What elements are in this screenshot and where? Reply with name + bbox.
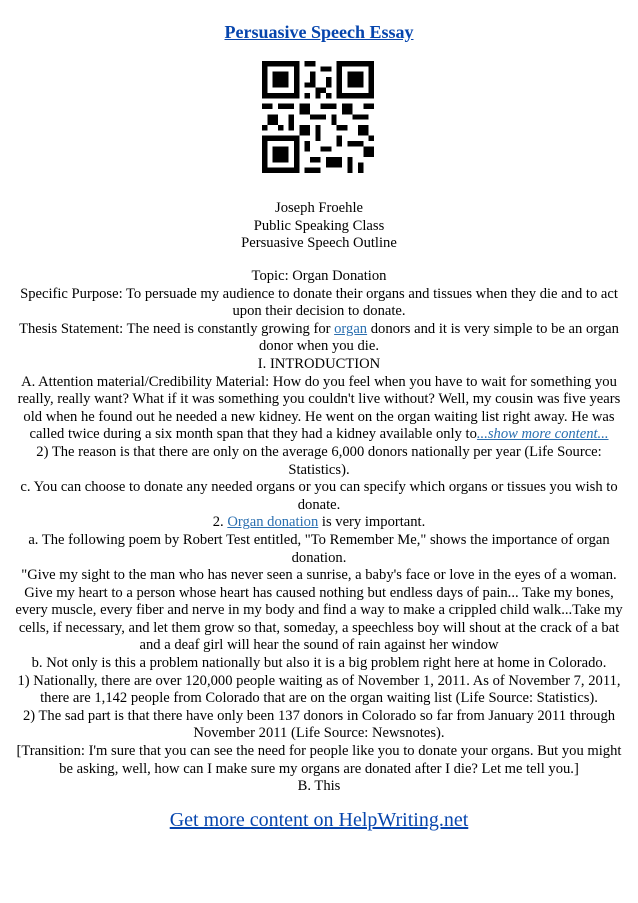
outline-label: Persuasive Speech Outline — [241, 235, 397, 251]
document-title[interactable]: Persuasive Speech Essay — [224, 22, 414, 42]
speech-header — [0, 200, 638, 253]
importance-number: 2. — [212, 514, 228, 531]
colorado-paragraph: b. Not only is this a problem nationally but also it is a big problem right here at home in Colorado. — [31, 655, 607, 672]
show-more-link[interactable]: ...show more content... — [476, 426, 609, 443]
importance-text: is very important. — [318, 514, 426, 531]
get-more-content-link[interactable]: Get more content on HelpWriting.net — [169, 809, 469, 831]
reason-paragraph: 2) The reason is that there are only on the average 6,000 donors nationally per year (Life Source: Statistics). — [36, 443, 602, 478]
introduction-heading: I. INTRODUCTION — [257, 355, 381, 372]
section-b-start: B. This — [297, 778, 341, 795]
class-name: Public Speaking Class — [253, 217, 385, 234]
topic-line: Topic: Organ Donation — [251, 268, 387, 284]
national-stats: 1) Nationally, there are over 120,000 people waiting as of November 1, 2011. As of November 7, 2011, there are 1,142 people from Colorado that are on the organ waiting list (Life Source: Statistics). — [17, 672, 621, 707]
thesis-text-start: Thesis Statement: The need is constantly growing for — [19, 320, 335, 337]
poem-intro: a. The following poem by Robert Test entitled, "To Remember Me," shows the importance of organ donation. — [28, 531, 610, 566]
choose-paragraph: c. You can choose to donate any needed organs or you can specify which organs or tissues you wish to donate. — [20, 479, 618, 513]
organ-donation-link[interactable]: Organ donation — [227, 514, 319, 531]
attention-material — [8, 374, 630, 444]
author-name: Joseph Froehle — [275, 200, 363, 216]
thesis-text-end: donors and it is very simple to be an organ donor when you die. — [259, 320, 619, 355]
specific-purpose: Specific Purpose: To persuade my audience to donate their organs and tissues when they die and to act upon their decision to donate. — [20, 285, 618, 320]
transition-paragraph: [Transition: I'm sure that you can see the need for people like you to donate your organs. But you might be asking, well, how can I make sure my organs are donated after I die? Let me tell you.] — [16, 743, 622, 777]
attention-text: A. Attention material/Credibility Material: How do you feel when you have to wait for something you really, really want? What if it was something you couldn't live without? Well, my cousin was five years old when he found out he needed a new kidney. He went on the organ waiting list right away. He was called twice during a six month span that they had a kidney available only to — [17, 373, 621, 443]
importance-line — [8, 514, 630, 532]
qr-code — [262, 61, 374, 173]
thesis-statement — [8, 321, 630, 356]
organ-link[interactable]: organ — [334, 320, 368, 337]
essay-body — [8, 268, 630, 796]
poem-quote: "Give my sight to the man who has never seen a sunrise, a baby's face or love in the eyes of a woman. Give my heart to a person whose heart has caused nothing but endless days of pain... Take my bones, every muscle, every fiber and nerve in my body and find a way to make a crippled child walk...Take my cells, if necessary, and let them grow so that, someday, a speechless boy will shout at the crack of a bat and a deaf girl will hear the sound of rain against her window — [15, 567, 623, 654]
colorado-stats: 2) The sad part is that there have only been 137 donors in Colorado so far from January 2011 through November 2011 (Life Source: Newsnotes). — [22, 707, 616, 742]
